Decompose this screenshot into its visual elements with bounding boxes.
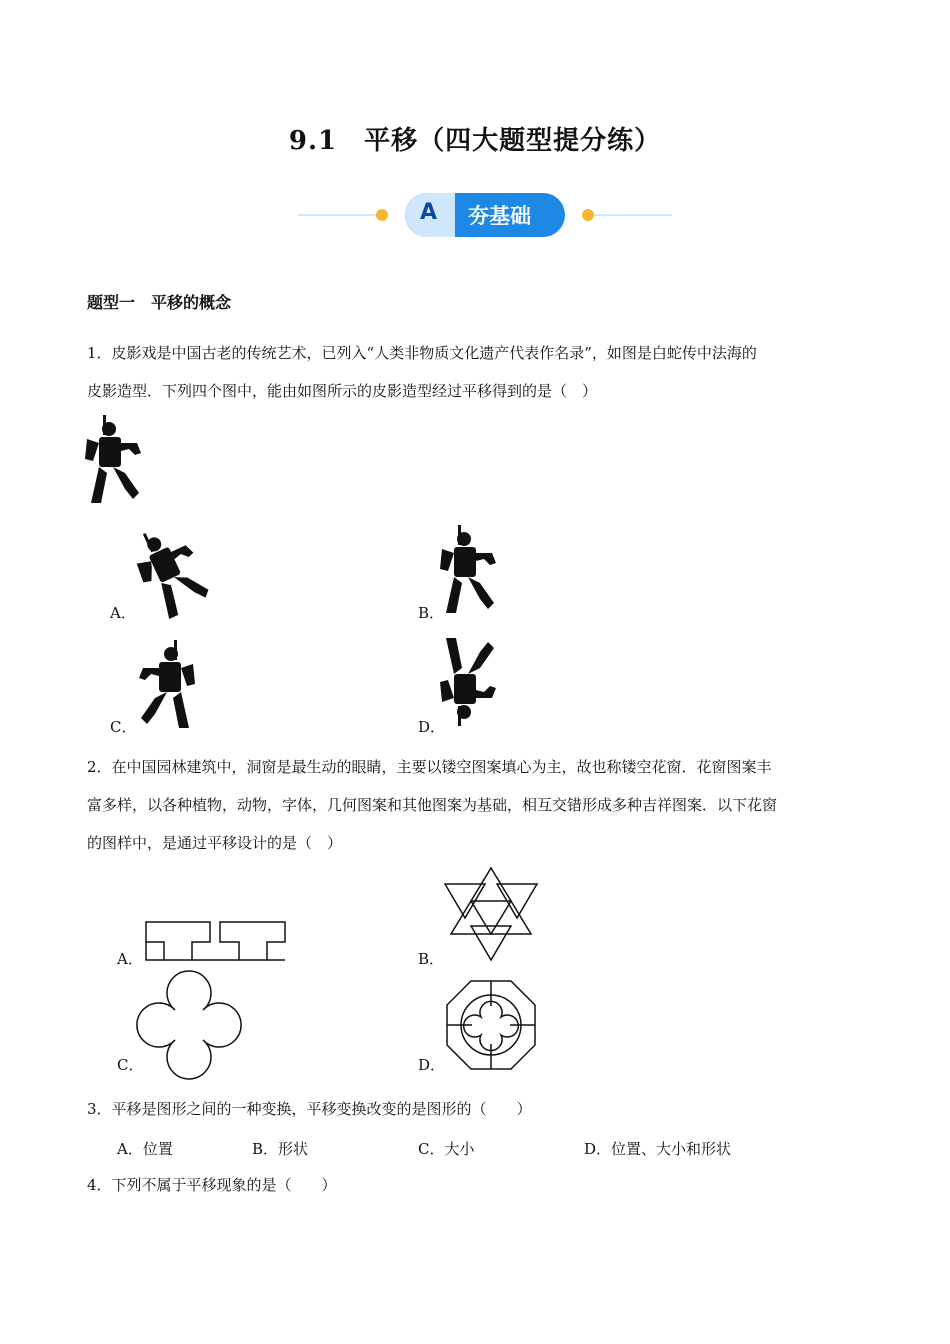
banner-letter: A — [420, 200, 438, 225]
q1-option-d-image[interactable] — [440, 636, 505, 730]
q2-option-d-image[interactable] — [445, 979, 537, 1071]
q1-option-a-image[interactable] — [135, 520, 215, 618]
q3-option-b[interactable]: B．形状 — [252, 1140, 309, 1158]
q1-option-a-label[interactable]: A． — [110, 604, 136, 622]
q3-option-d[interactable]: D．位置、大小和形状 — [584, 1140, 732, 1158]
q3-option-c[interactable]: C．大小 — [418, 1140, 475, 1158]
q1-option-b-image[interactable] — [440, 523, 505, 615]
q2-option-c-image[interactable] — [143, 982, 235, 1068]
banner-label: 夯基础 — [468, 204, 531, 228]
q2-option-a-image[interactable] — [145, 920, 290, 965]
question-1 — [87, 334, 867, 410]
q2-option-a-label[interactable]: A． — [117, 950, 143, 968]
question-2 — [87, 748, 867, 862]
q1-option-b-label[interactable]: B． — [418, 604, 445, 622]
page-title: 9.1 平移（四大题型提分练） — [288, 126, 662, 156]
q3-option-a[interactable]: A．位置 — [117, 1140, 173, 1158]
q1-option-d-label[interactable]: D． — [418, 718, 446, 736]
q2-option-d-label[interactable]: D． — [418, 1056, 446, 1074]
question-2-line3: 的图样中，是通过平移设计的是（ ） — [87, 834, 343, 852]
section-heading: 题型一 平移的概念 — [87, 293, 232, 312]
question-3: 3．平移是图形之间的一种变换，平移变换改变的是图形的（ ） — [87, 1100, 532, 1118]
question-1-line2: 皮影造型．下列四个图中，能由如图所示的皮影造型经过平移得到的是（ ） — [87, 382, 598, 400]
question-1-line1: 1．皮影戏是中国古老的传统艺术，已列入“人类非物质文化遗产代表作名录”，如图是白蛇传中法海的 — [87, 344, 757, 362]
q2-option-c-label[interactable]: C． — [117, 1056, 144, 1074]
section-banner — [298, 190, 672, 240]
q1-option-c-image[interactable] — [135, 638, 200, 730]
banner-dot-right — [582, 209, 594, 221]
question-4: 4．下列不属于平移现象的是（ ） — [87, 1176, 337, 1194]
question-2-line2: 富多样，以各种植物，动物，字体，几何图案和其他图案为基础，相互交错形成多种吉祥图案．以下花窗 — [87, 796, 778, 814]
puppet-reference-image — [85, 413, 145, 505]
question-2-line1: 2．在中国园林建筑中，洞窗是最生动的眼睛，主要以镂空图案填心为主，故也称镂空花窗．花窗图案丰 — [87, 758, 772, 776]
banner-dot-left — [376, 209, 388, 221]
q2-option-b-image[interactable] — [443, 866, 539, 964]
q1-option-c-label[interactable]: C． — [110, 718, 137, 736]
q2-option-b-label[interactable]: B． — [418, 950, 445, 968]
